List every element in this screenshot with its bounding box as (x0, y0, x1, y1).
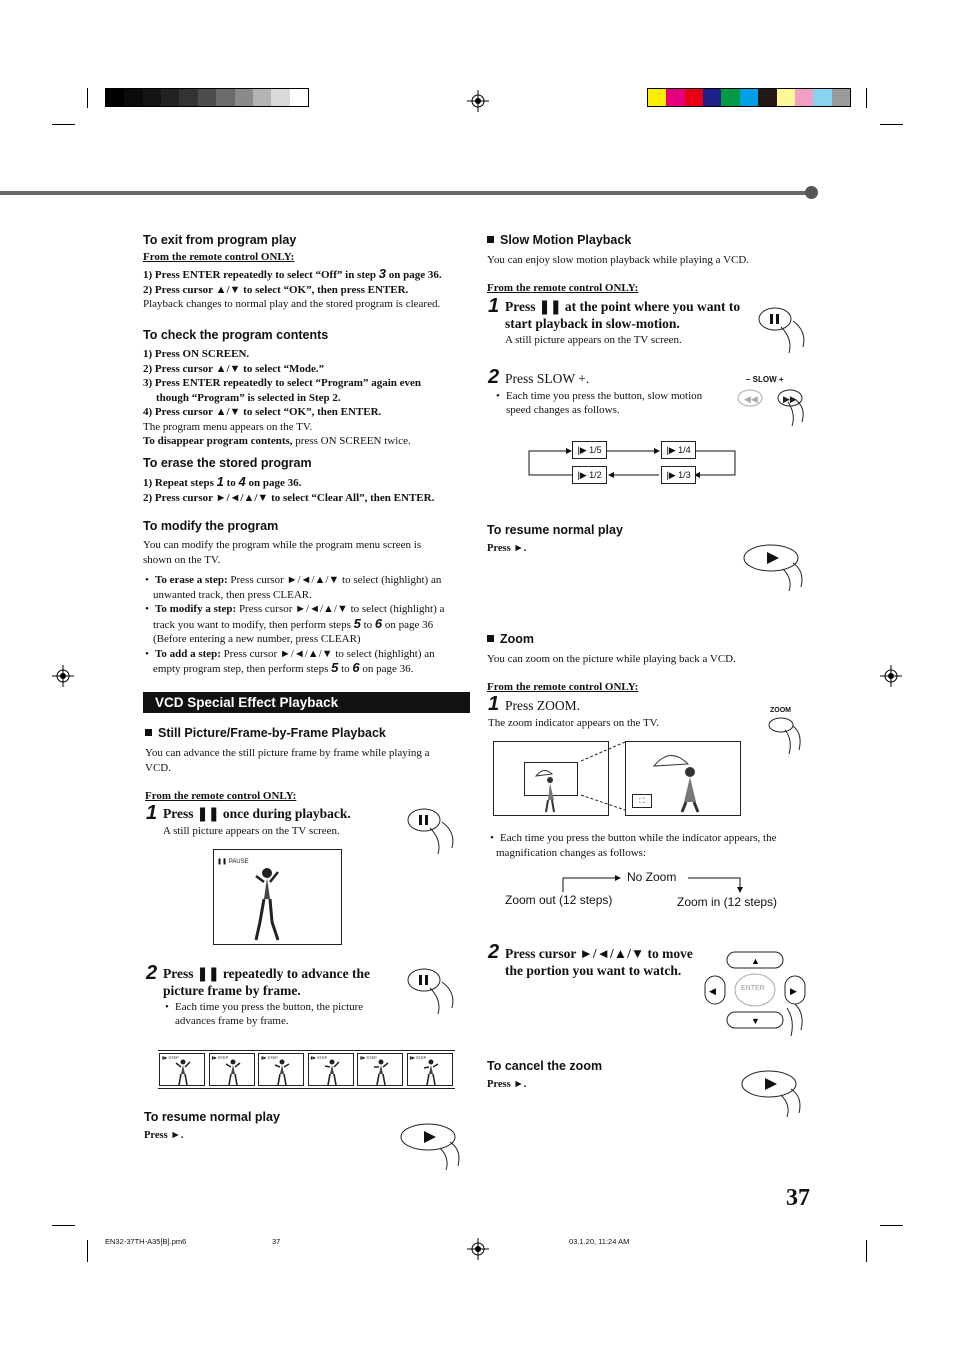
section-title: To check the program contents (143, 328, 329, 342)
color-swatch (777, 89, 796, 106)
bullet-item-cont: magnification changes as follows: (496, 846, 646, 859)
step-text: Press ❚❚ repeatedly to advance the (163, 966, 370, 981)
color-swatch (161, 89, 180, 106)
step-text: Press cursor ►/◄/▲/▼ to move (505, 946, 693, 961)
step-text: picture frame by frame. (163, 983, 301, 998)
dancer-figure-icon (371, 1058, 391, 1086)
crop-mark (87, 1240, 88, 1262)
slow-motion-section (487, 233, 807, 294)
step-label: ▮▶ STEP (310, 1055, 328, 1060)
resume-right-section (487, 523, 623, 557)
zoom-projection-lines (575, 741, 627, 811)
dancer-figure-icon (173, 1058, 193, 1086)
remote-only-note: From the remote control ONLY: (487, 680, 639, 693)
crop-mark (866, 1240, 867, 1262)
step-text: Press ❚❚ at the point where you want to (505, 299, 741, 314)
step-number: 1 (488, 693, 500, 715)
zoom-bullet (488, 831, 808, 860)
step-number: 2 (146, 962, 158, 984)
section-title: Slow Motion Playback (487, 233, 807, 247)
square-bullet-icon (145, 729, 152, 736)
bullet-item: • To add a step: Press cursor ►/◄/▲/▼ to select (highlight) an (143, 647, 463, 662)
frame-thumbnail (258, 1053, 304, 1086)
frame-thumbnail (209, 1053, 255, 1086)
step-number: 1 (146, 802, 158, 824)
step-label: ▮▶ STEP (162, 1055, 179, 1060)
step-line: 1) Repeat steps 1 to 4 on page 36. (143, 474, 302, 489)
color-swatch (666, 89, 685, 106)
pause-button-hand (757, 305, 813, 355)
process-color-bar (647, 88, 851, 107)
bullet-item-cont: unwanted track, then press CLEAR. (153, 588, 312, 601)
section-title: To cancel the zoom (487, 1059, 603, 1073)
registration-mark-icon (52, 665, 74, 687)
play-button-hand (741, 1069, 805, 1119)
color-swatch (235, 89, 254, 106)
color-swatch (290, 89, 309, 106)
check-program-section (143, 328, 473, 449)
step-line: 2) Press cursor ►/◄/▲/▼ to select “Clear All”, then ENTER. (143, 491, 435, 504)
step-label: ▮▶ STEP (409, 1055, 427, 1060)
vcd-section-banner: VCD Special Effect Playback (143, 692, 470, 713)
color-swatch (740, 89, 759, 106)
tv-screen-zoomed (625, 741, 741, 816)
speed-box: |▶ 1/5 (572, 441, 607, 459)
section-title: Still Picture/Frame-by-Frame Playback (145, 726, 465, 740)
color-swatch (198, 89, 217, 106)
bullet-item-cont: (Before entering a new number, press CLEAR) (153, 633, 361, 645)
bullet-item-cont: speed changes as follows. (506, 404, 620, 416)
play-button-hand (400, 1122, 464, 1172)
step-text: Press ❚❚ once during playback. (163, 806, 351, 821)
color-swatch (648, 89, 667, 106)
dancer-figure-icon (250, 864, 284, 942)
square-bullet-icon (487, 236, 494, 243)
frame-thumbnail (308, 1053, 354, 1086)
pause-icon: ❚❚ (538, 299, 562, 314)
enter-button-label: ENTER (741, 985, 765, 992)
frame-thumbnail (159, 1053, 205, 1086)
still-step-2 (146, 962, 406, 1027)
slow-step-1 (488, 295, 758, 346)
square-bullet-icon (487, 635, 494, 642)
step-number: 2 (488, 941, 500, 963)
bullet-item: • To modify a step: Press cursor ►/◄/▲/▼ to select (highlight) a (143, 602, 463, 617)
body-text: You can modify the program while the program menu screen is (143, 539, 422, 551)
step-line: 1) Press ON SCREEN. (143, 348, 250, 360)
step-number: 1 (488, 295, 500, 317)
section-title: Zoom (487, 632, 807, 646)
zoom-button-hand (767, 716, 809, 756)
svg-text:◀: ◀ (709, 986, 716, 996)
body-text: You can advance the still picture frame by frame while playing a (145, 747, 430, 759)
frame-thumbnail (407, 1053, 453, 1086)
bullet-item: • Each time you press the button while the indicator appears, the (488, 831, 808, 846)
step-line: 1) Press ENTER repeatedly to select “Off” in step 3 on page 36. (143, 266, 442, 281)
page-number: 37 (786, 1185, 810, 1211)
body-text: shown on the TV. (143, 553, 221, 566)
step-line: 2) Press cursor ▲/▼ to select “Mode.” (143, 362, 325, 375)
color-swatch (813, 89, 832, 106)
step-label: ▮▶ STEP (261, 1055, 278, 1060)
still-step-1 (146, 802, 406, 837)
cancel-zoom-section (487, 1059, 602, 1093)
crop-mark (87, 88, 88, 108)
pause-indicator: ❚❚ PAUSE (217, 859, 249, 865)
modify-program-section (143, 519, 463, 677)
pause-icon: ❚❚ (196, 806, 220, 821)
exit-program-section (143, 233, 473, 312)
color-swatch (179, 89, 198, 106)
speed-box: |▶ 1/4 (661, 441, 696, 459)
step-text: start playback in slow-motion. (505, 316, 680, 331)
bullet-item: • Each time you press the button, slow motion (494, 389, 702, 404)
step-text: the portion you want to watch. (505, 963, 682, 978)
speed-box: |▶ 1/3 (661, 466, 696, 484)
step-line: though “Program” is selected in Step 2. (156, 391, 341, 404)
crop-mark (52, 124, 75, 125)
step-sub: The zoom indicator appears on the TV. (488, 717, 659, 729)
svg-text:▶: ▶ (790, 986, 797, 996)
crop-mark (880, 1225, 903, 1226)
still-picture-section (145, 726, 465, 802)
play-button-hand (743, 543, 807, 593)
crop-mark (52, 1225, 75, 1226)
body-text: You can zoom on the picture while playing back a VCD. (487, 653, 736, 665)
body-text: The program menu appears on the TV. (143, 420, 313, 433)
pause-button-hand (406, 806, 462, 856)
section-title: To erase the stored program (143, 456, 312, 470)
header-rule-dot (805, 186, 818, 199)
zoom-step-2 (488, 941, 728, 978)
step-line: 2) Press cursor ▲/▼ to select “OK”, then press ENTER. (143, 283, 409, 296)
registration-mark-icon (880, 665, 902, 687)
grayscale-color-bar (105, 88, 309, 107)
erase-program-section (143, 456, 473, 505)
body-text: To disappear program contents, press ON SCREEN twice. (143, 435, 411, 447)
bullet-item-cont: empty program step, then perform steps 5 to 6 on page 36. (153, 660, 414, 675)
frame-thumbnail (357, 1053, 403, 1086)
zoom-button-label: ZOOM (770, 707, 791, 714)
step-line: 3) Press ENTER repeatedly to select “Program” again even (143, 377, 422, 389)
bullet-item: • To erase a step: Press cursor ►/◄/▲/▼ to select (highlight) an (143, 573, 463, 588)
step-sub: A still picture appears on the TV screen. (163, 825, 340, 837)
color-swatch (106, 89, 125, 106)
section-title: To resume normal play (487, 523, 623, 537)
no-zoom-label: No Zoom (627, 870, 677, 884)
remote-only-note: From the remote control ONLY: (487, 281, 639, 294)
color-swatch (703, 89, 722, 106)
bullet-item-cont: advances frame by frame. (175, 1015, 289, 1027)
zoom-out-label: Zoom out (12 steps) (505, 893, 613, 907)
registration-mark-icon (467, 1238, 489, 1260)
frame-strip (158, 1050, 455, 1089)
resume-left-section (144, 1110, 280, 1144)
bullet-item-cont: track you want to modify, then perform steps 5 to 6 on page 36 (153, 615, 434, 631)
step-label: ▮▶ STEP (360, 1055, 377, 1060)
step-label: ▮▶ STEP (211, 1055, 229, 1060)
color-swatch (271, 89, 290, 106)
color-swatch (721, 89, 740, 106)
speed-box: |▶ 1/2 (572, 466, 607, 484)
step-number: 2 (488, 366, 500, 388)
registration-mark-icon (467, 90, 489, 112)
svg-text:◀◀: ◀◀ (744, 394, 758, 404)
crop-mark (880, 124, 903, 125)
color-swatch (832, 89, 851, 106)
zoom-in-label: Zoom in (12 steps) (677, 895, 778, 909)
press-play-text: Press ►. (487, 543, 527, 554)
slow-button-label: – SLOW + (746, 375, 784, 384)
footer-filename: EN32-37TH-A35[B].pm6 (105, 1237, 187, 1246)
color-swatch (795, 89, 814, 106)
svg-text:▼: ▼ (751, 1016, 760, 1026)
umbrella-figure-icon (652, 748, 712, 814)
pause-button-hand (406, 966, 462, 1016)
header-rule (0, 191, 812, 195)
svg-text:▲: ▲ (751, 956, 760, 966)
svg-text:▶▶: ▶▶ (783, 394, 797, 404)
section-title: To exit from program play (143, 233, 297, 247)
slow-step-2 (488, 366, 738, 416)
footer-date: 03.1.20, 11:24 AM (569, 1237, 630, 1246)
step-sub: A still picture appears on the TV screen. (505, 334, 682, 346)
section-title: To modify the program (143, 519, 279, 533)
color-swatch (253, 89, 272, 106)
zoom-step-1 (488, 693, 738, 729)
dancer-figure-icon (421, 1058, 441, 1086)
section-title: To resume normal play (144, 1110, 280, 1124)
slow-speed-diagram (527, 438, 739, 488)
dancer-figure-icon (223, 1058, 243, 1086)
zoom-indicator-icon: ⛶ (632, 794, 652, 808)
color-swatch (143, 89, 162, 106)
body-text: VCD. (145, 761, 171, 774)
dancer-figure-icon (322, 1058, 342, 1086)
slow-buttons-hand (736, 386, 808, 428)
footer-page: 37 (272, 1237, 281, 1246)
press-play-text: Press ►. (144, 1130, 184, 1141)
remote-only-note: From the remote control ONLY: (145, 790, 297, 802)
body-text: Playback changes to normal play and the stored program is cleared. (143, 298, 441, 310)
step-line: 4) Press cursor ▲/▼ to select “OK”, then ENTER. (143, 406, 382, 418)
bullet-item: • Each time you press the button, the picture (163, 1000, 363, 1015)
color-swatch (758, 89, 777, 106)
cursor-pad (703, 950, 811, 1038)
body-text: You can enjoy slow motion playback while playing a VCD. (487, 254, 750, 266)
umbrella-figure-icon (534, 766, 564, 814)
zoom-section (487, 632, 807, 693)
color-swatch (124, 89, 143, 106)
press-play-text: Press ►. (487, 1079, 527, 1090)
pause-icon: ❚❚ (196, 966, 220, 981)
tv-screen-paused (213, 849, 342, 945)
color-swatch (216, 89, 235, 106)
remote-only-note: From the remote control ONLY: (143, 251, 295, 263)
step-text: Press SLOW +. (505, 371, 590, 386)
step-text: Press ZOOM. (505, 698, 581, 713)
color-swatch (685, 89, 704, 106)
dancer-figure-icon (272, 1058, 292, 1086)
crop-mark (866, 88, 867, 108)
